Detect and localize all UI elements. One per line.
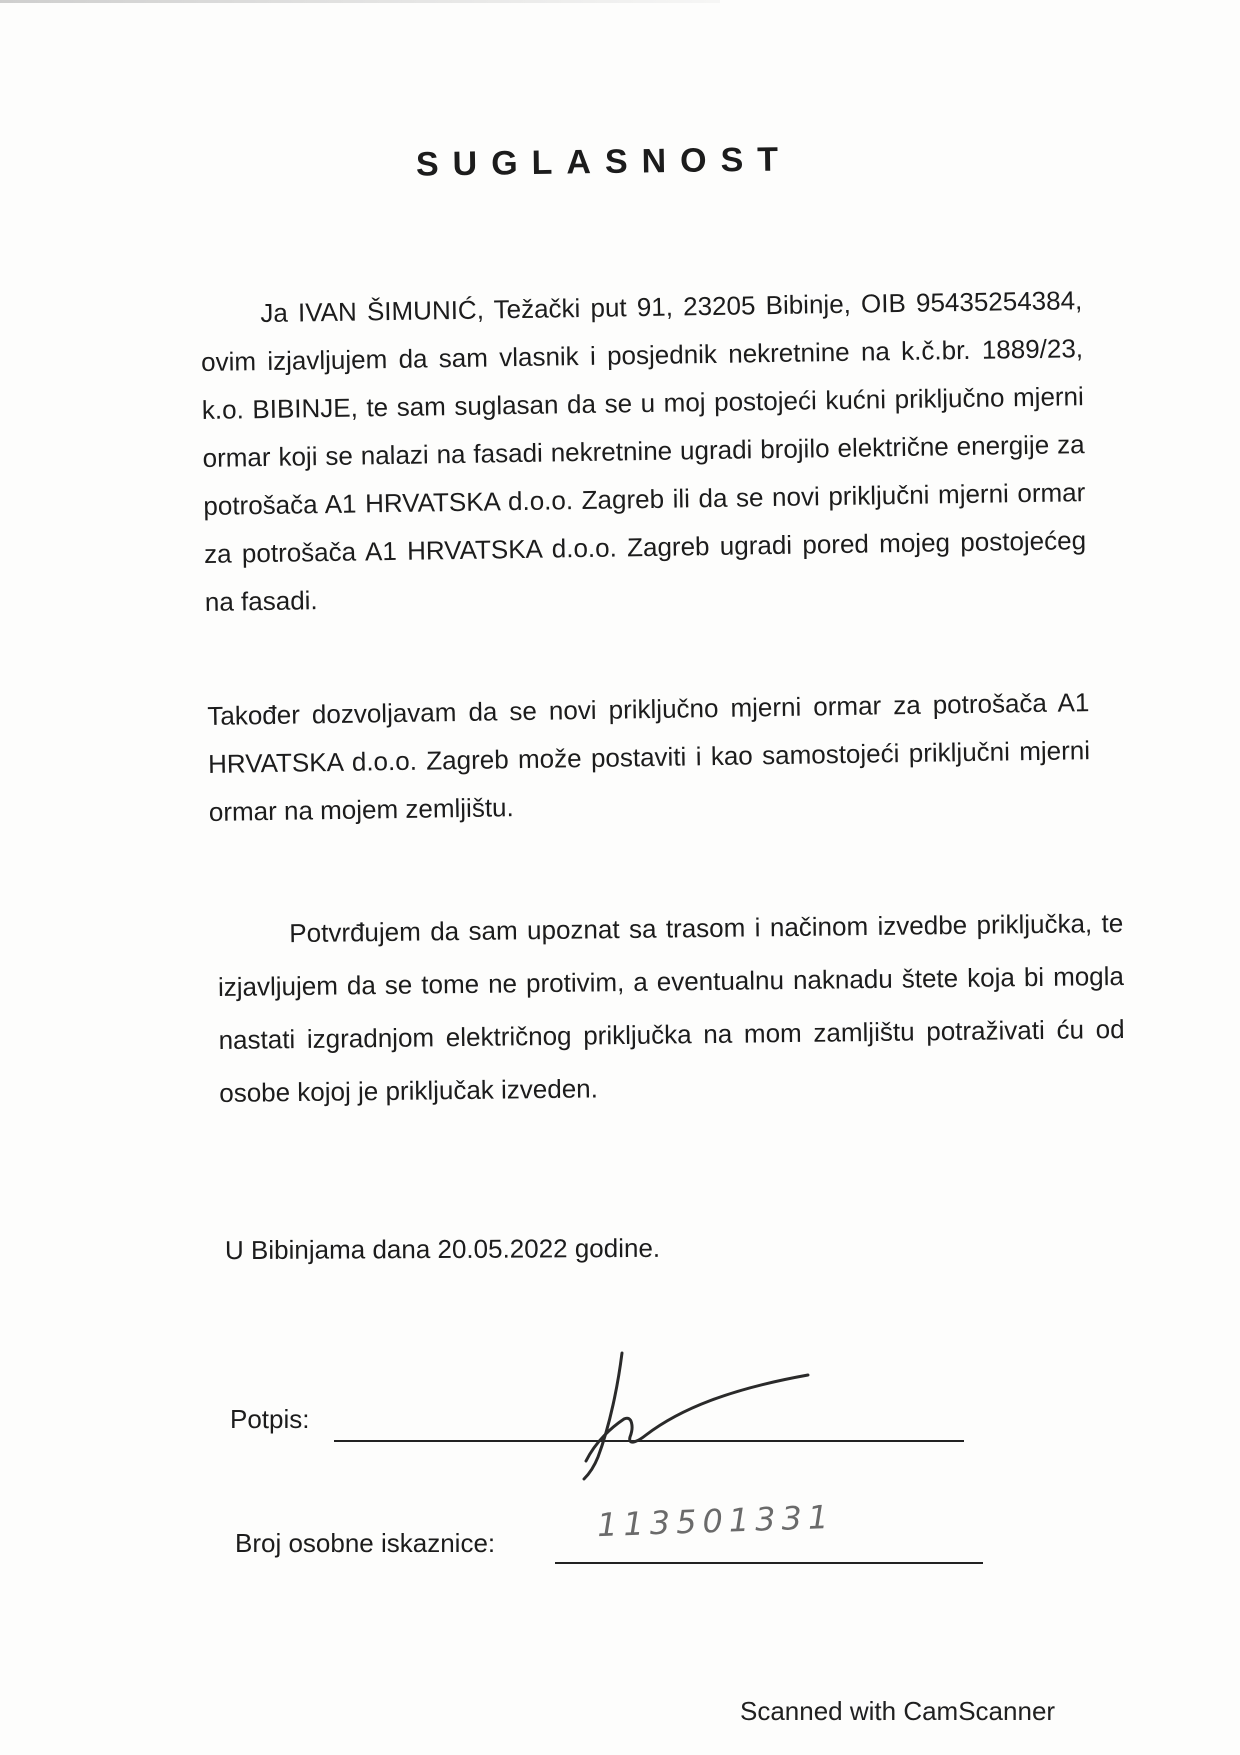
consent-paragraph-1: Ja IVAN ŠIMUNIĆ, Težački put 91, 23205 Bibinje, OIB 95435254384, ovim izjavljujem da sam vlasnik i posjednik nekretnine na k.č.br. 1889/23, k.o. BIBINJE, te sam suglasan da se u moj postojeći kućni priključno mjerni ormar koji se nalazi na fasadi nekretnine ugradi brojilo električne energije za potrošača A1 HRVATSKA d.o.o. Zagreb ili da se novi priključni mjerni ormar za potrošača A1 HRVATSKA d.o.o. Zagreb ugradi pored mojeg postojećeg na fasadi. [200, 285, 1087, 617]
document-title: SUGLASNOST [415, 140, 793, 184]
scanner-watermark: Scanned with CamScanner [740, 1696, 1056, 1726]
place-date-line: U Bibinjama dana 20.05.2022 godine. [224, 1232, 661, 1266]
scan-edge-shadow [0, 0, 720, 3]
id-card-row [235, 1497, 995, 1580]
signature-label: Potpis: [230, 1404, 310, 1434]
consent-paragraph-3: Potvrđujem da sam upoznat sa trasom i načinom izvedbe priključka, te izjavljujem da se tome ne protivim, a eventualnu naknadu štete koja bi mogla nastati izgradnjom električnog priključka na mom zamljištu potraživati ću od osobe kojoj je priključak izveden. [217, 907, 1125, 1108]
handwritten-signature [560, 1345, 840, 1485]
consent-paragraph-2: Također dozvoljavam da se novi priključno mjerni ormar za potrošača A1 HRVATSKA d.o.o. Zagreb može postaviti i kao samostojeći priključni mjerni ormar na mojem zemljištu. [207, 687, 1091, 827]
id-card-line [555, 1562, 983, 1564]
id-card-number-handwritten: 113501331 [596, 1497, 835, 1545]
id-card-label: Broj osobne iskaznice: [235, 1528, 496, 1558]
